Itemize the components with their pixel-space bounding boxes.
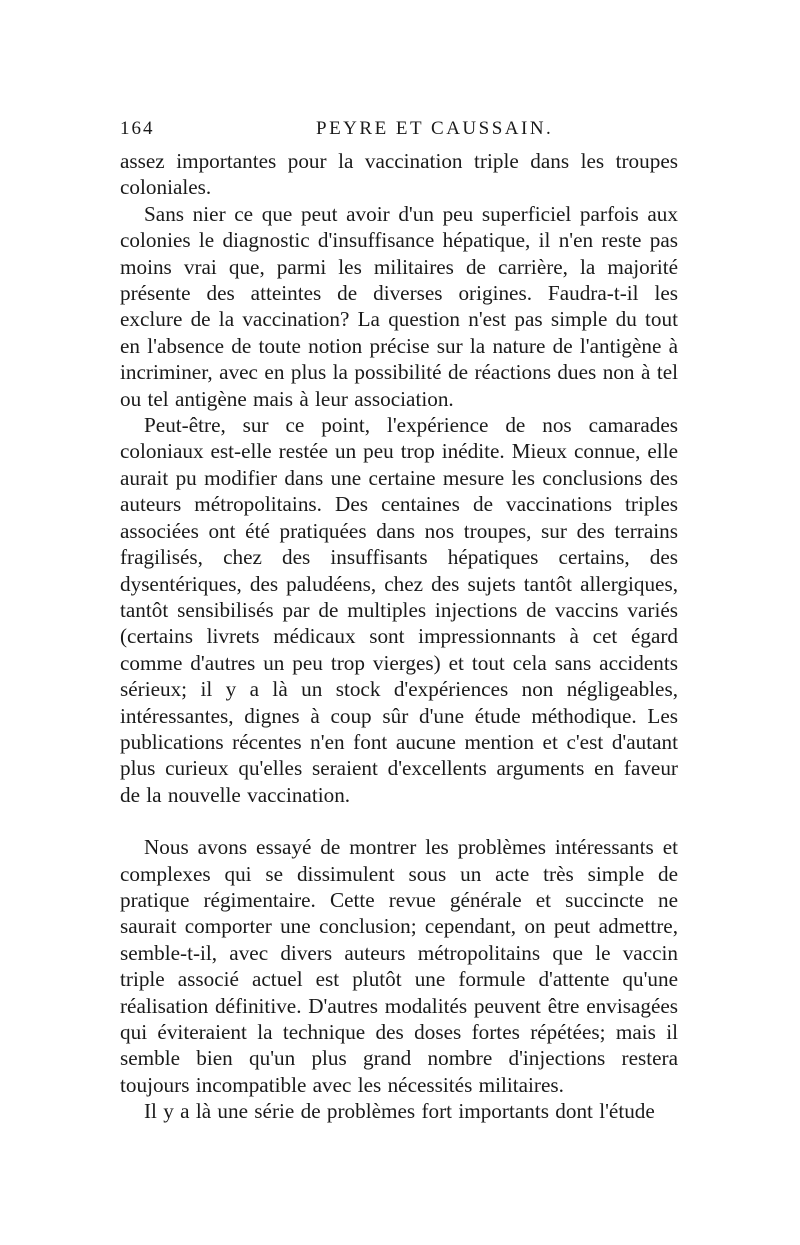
paragraph-continuation: assez importantes pour la vaccination triple dans les troupes coloniales. (120, 149, 678, 200)
page (120, 118, 678, 1125)
section-gap (120, 808, 678, 834)
page-number: 164 (120, 118, 155, 139)
paragraph-colonial-experience: Peut-être, sur ce point, l'expérience de nos camarades coloniaux est-elle restée un peu trop inédite. Mieux connue, elle aurait pu modifier dans une certaine mesure les conclusions des auteurs métropolitains. Des centaines de vaccinations triples associées ont été pratiquées dans nos troupes, sur des terrains fragilisés, chez des insuffisants hépatiques certains, des dysentériques, des paludéens, chez des sujets tantôt allergiques, tantôt sensibilisés par de multiples injections de vaccins variés (certains livrets médicaux sont impressionnants à cet égard comme d'autres un peu trop vierges) et tout cela sans accidents sérieux; il y a là un stock d'expériences non négligeables, intéressantes, dignes à coup sûr d'une étude méthodique. Les publications récentes n'en font aucune mention et c'est d'autant plus curieux qu'elles seraient d'excellents arguments en faveur de la nouvelle vaccination. (120, 413, 678, 807)
paragraph-conclusion: Nous avons essayé de montrer les problèmes intéressants et complexes qui se dissimulent sous un acte très simple de pratique régimentaire. Cette revue générale et succincte ne saurait comporter une conclusion; cependant, on peut admettre, semble-t-il, avec divers auteurs métropolitains que le vaccin triple associé actuel est plutôt une formule d'attente qu'une réalisation définitive. D'autres modalités peuvent être envisagées qui éviteraient la technique des doses fortes répétées; mais il semble bien qu'un plus grand nombre d'injections restera toujours incompatible avec les nécessités militaires. (120, 835, 678, 1097)
paragraph-hepatic-insufficiency: Sans nier ce que peut avoir d'un peu superficiel parfois aux colonies le diagnostic d'insuffisance hépatique, il n'en reste pas moins vrai que, parmi les militaires de carrière, la majorité présente des atteintes de diverses origines. Faudra-t-il les exclure de la vaccination? La question n'est pas simple du tout en l'absence de toute notion précise sur la nature de l'antigène à incriminer, avec en plus la possibilité de réactions dues non à tel ou tel antigène mais à leur association. (120, 201, 678, 411)
running-head (120, 118, 678, 148)
paragraph-final: Il y a là une série de problèmes fort importants dont l'étude (144, 1099, 655, 1124)
running-title: PEYRE ET CAUSSAIN. (316, 118, 554, 139)
body-text (120, 148, 678, 1125)
